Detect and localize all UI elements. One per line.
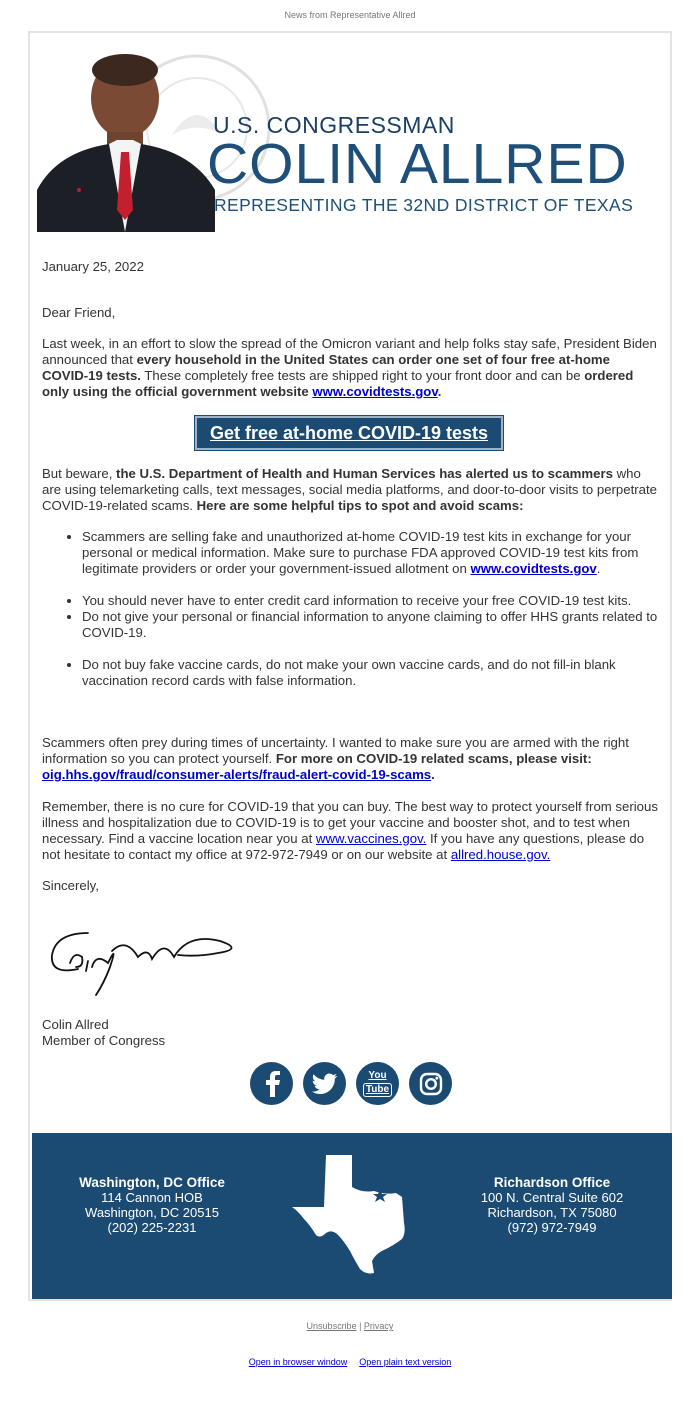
youtube-you: You [368,1069,387,1081]
p3-end: . [431,767,435,782]
tip-1-text: Scammers are selling fake and unauthorized at-home COVID-19 test kits in exchange for your personal or medical information. Make sure to purchase FDA approved COVID-19 test kits from legitimate providers or order your government-issued allotment on [82,529,639,576]
p1-text-b: every household in the United States can order one set of four free at-home COVID-19 tests. [42,352,610,383]
footer-offices [32,1133,672,1299]
dc-office-phone: (202) 225-2231 [107,1220,197,1235]
covidtests-link-2[interactable]: www.covidtests.gov [470,561,597,576]
tip-1-end: . [596,561,601,576]
list-item: • Do not buy fake vaccine cards, do not make your own vaccine cards, and do not fill-in blank vaccination record cards with false information. [82,657,662,689]
youtube-tube: Tube [363,1083,392,1097]
dc-office [52,1175,252,1235]
instagram-icon[interactable] [409,1062,452,1105]
p1-text-a: Last week, in an effort to slow the spread of the Omicron variant and help folks stay safe, President Biden announced that [42,336,657,367]
portrait-illustration [37,40,215,232]
signer-title: Member of Congress [42,1033,166,1048]
richardson-office-line1: 100 N. Central Suite 602 [480,1190,624,1205]
email-card [28,31,672,1301]
greeting: Dear Friend, [42,305,116,320]
banner-name: COLIN ALLRED [207,132,628,196]
link-separator: | [356,1321,364,1331]
p1-text-d: ordered only using the official government website [42,368,634,399]
p4-text-b: If you have any questions, please do not hesitate to contact my office at 972-972-7949 or on our website at [42,831,645,862]
letter-date: January 25, 2022 [42,259,144,274]
signature-image [48,923,248,1003]
vaccines-link[interactable]: www.vaccines.gov. [315,831,427,846]
closing: Sincerely, [42,878,99,893]
texas-map-icon [290,1153,414,1275]
website-link[interactable]: allred.house.gov. [450,847,551,862]
richardson-office-name: Richardson Office [493,1175,611,1190]
p2-text-b: the U.S. Department of Health and Human Services has alerted us to scammers [116,466,613,481]
scam-tips-list [70,529,662,689]
facebook-icon[interactable] [250,1062,293,1105]
banner-district: REPRESENTING THE 32ND DISTRICT OF TEXAS [214,195,634,215]
unsubscribe-link[interactable]: Unsubscribe [306,1321,357,1331]
p1-text-e: . [437,384,442,399]
covidtests-link[interactable]: www.covidtests.gov [312,384,438,399]
dc-office-line2: Washington, DC 20515 [85,1205,219,1220]
open-in-browser-link[interactable]: Open in browser window [248,1357,348,1367]
paragraph-4 [42,799,658,863]
p1-text-c: These completely free tests are shipped right to your front door and can be [140,368,585,383]
oig-scams-link[interactable]: oig.hhs.gov/fraud/consumer-alerts/fraud-alert-covid-19-scams [42,767,432,782]
social-links [250,1062,452,1105]
richardson-office-line2: Richardson, TX 75080 [487,1205,617,1220]
list-item: • Do not give your personal or financial information to anyone claiming to offer HHS grants related to COVID-19. [82,609,662,641]
dc-office-name: Washington, DC Office [79,1175,225,1190]
header-banner [37,40,663,232]
banner-title-line: U.S. CONGRESSMAN [213,112,455,138]
paragraph-2 [42,466,658,514]
list-item [82,529,662,577]
list-item: • You should never have to enter credit card information to receive your free COVID-19 test kits. [82,593,662,609]
signer-name: Colin Allred [42,1017,109,1032]
p3-text-a: Scammers often prey during times of uncertainty. I wanted to make sure you are armed with the right information so you can protect yourself. [42,735,629,766]
privacy-link[interactable]: Privacy [363,1321,394,1331]
congressman-photo [37,40,215,232]
plain-text-link[interactable]: Open plain text version [359,1357,452,1367]
get-tests-button[interactable]: Get free at-home COVID-19 tests [195,416,503,450]
richardson-office-phone: (972) 972-7949 [507,1220,597,1235]
unsubscribe-bar [0,1321,700,1331]
p3-text-b: For more on COVID-19 related scams, please visit: [275,751,592,766]
richardson-office [452,1175,652,1235]
letter-body-2 [42,466,658,514]
signature-block [42,1017,165,1049]
cta-wrapper [195,416,503,450]
paragraph-1 [42,336,658,400]
twitter-icon[interactable] [303,1062,346,1105]
p2-text-a: But beware, [42,466,117,481]
dc-office-line1: 114 Cannon HOB [101,1190,203,1205]
preheader: News from Representative Allred [284,10,416,20]
youtube-icon[interactable] [356,1062,399,1105]
letter-body-3 [42,735,658,894]
p4-text-a: Remember, there is no cure for COVID-19 that you can buy. The best way to protect yourself from serious illness and hospitalization due to COVID-19 is to get your vaccine and booster shot, and to test when necessary. Find a vaccine location near you at [42,799,658,846]
paragraph-3 [42,735,658,783]
p2-text-c: who are using telemarketing calls, text messages, social media platforms, and door-to-door visits to perpetrate COVID-19-related scams. [42,466,657,513]
p2-text-d: Here are some helpful tips to spot and avoid scams: [196,498,524,513]
view-options-bar [0,1357,700,1367]
